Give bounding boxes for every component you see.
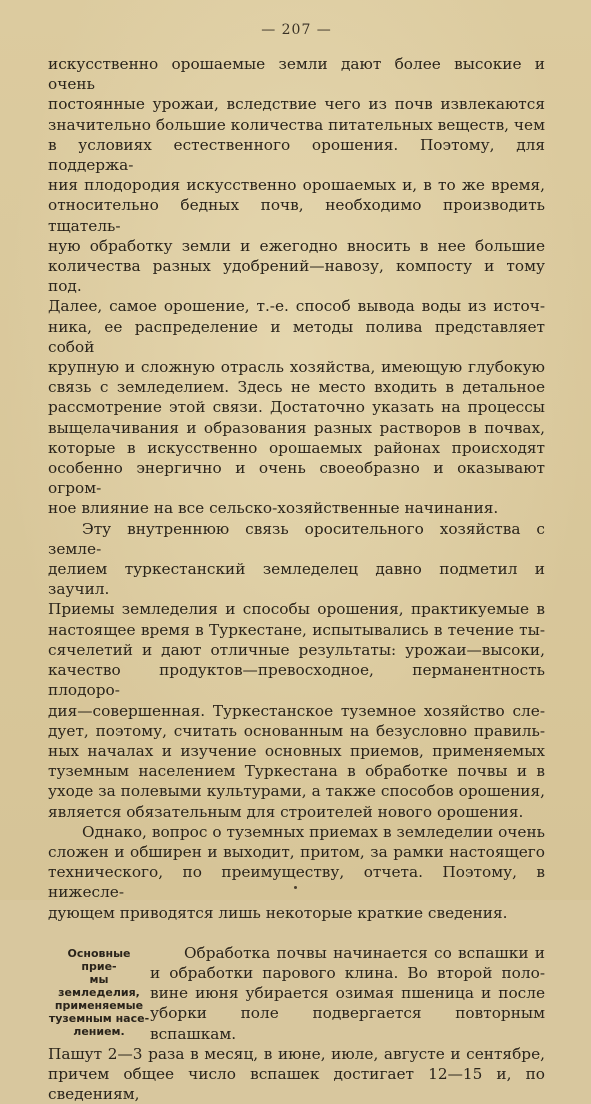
text-line: особенно энергично и очень своеобразно и оказывают огром- [48, 459, 545, 498]
margin-note-line: туземным насе- [48, 1011, 150, 1025]
text-line: и обработки парового клина. Во второй поло- [150, 963, 545, 982]
text-line: значительно большие количества питательных веществ, чем [48, 115, 545, 134]
page-number: — 207 — [261, 22, 332, 38]
text-line: которые в искусственно орошаемых районах происходят [48, 438, 545, 457]
section-field-tillage [48, 943, 545, 1044]
text-line: искусственно орошаемые земли дают более высокие и очень [48, 55, 545, 94]
text-line: уходе за полевыми культурами, а также способов орошения, [48, 782, 545, 801]
text-line: рассмотрение этой связи. Достаточно указать на процессы [48, 398, 545, 417]
printer-mark [294, 886, 297, 889]
paragraph-2 [48, 519, 545, 822]
paragraph-1 [48, 54, 545, 519]
text-line: дует, поэтому, считать основанным на безусловно правиль- [48, 721, 545, 740]
text-line: количества разных удобрений—навозу, компосту и тому под. [48, 257, 545, 296]
text-line: причем общее число вспашек достигает 12—15 и, по сведениям, [48, 1064, 545, 1104]
margin-note-line: мы земледелия, [58, 972, 140, 999]
text-line: дующем приводятся лишь некоторые краткие сведения. [48, 903, 508, 922]
margin-note-line: применяемые [54, 998, 144, 1012]
margin-note [48, 943, 150, 1044]
text-line: Однако, вопрос о туземных приемах в земледелии очень [82, 822, 545, 841]
text-line: Приемы земледелия и способы орошения, практикуемые в [48, 600, 545, 619]
text-line: является обязательным для строителей нового орошения. [48, 802, 524, 821]
text-line: в условиях естественного орошения. Поэтому, для поддержа- [48, 135, 545, 175]
margin-note-line: Основные прие- [67, 946, 131, 973]
text-line: настоящее время в Туркестане, испытывались в течение ты- [48, 620, 545, 639]
text-line: Эту внутреннюю связь оросительного хозяйства с земле- [48, 519, 545, 558]
text-line: вине июня убирается озимая пшеница и после [150, 984, 545, 1003]
text-line: ное влияние на все сельско-хозяйственные начинания. [48, 499, 499, 518]
text-line: сячелетий и дают отличные результаты: урожаи—высоки, [48, 640, 545, 659]
text-line: дия—совершенная. Туркестанское туземное хозяйство сле- [48, 701, 545, 720]
text-line: ника, ее распределение и методы полива представляет собой [48, 317, 545, 356]
text-line: крупную и сложную отрасль хозяйства, имеющую глубокую [48, 358, 545, 377]
section-paragraph-continued [48, 1044, 545, 1104]
text-line: ных началах и изучение основных приемов, применяемых [48, 741, 545, 760]
text-line: делием туркестанский земледелец давно подметил и заучил. [48, 560, 545, 599]
text-line: технического, по преимуществу, отчета. Поэтому, в нижесле- [48, 863, 545, 902]
text-line: ную обработку земли и ежегодно вносить в нее большие [48, 236, 545, 255]
margin-note-line: лением. [73, 1024, 125, 1038]
text-line: относительно бедных почв, необходимо производить тщатель- [48, 196, 545, 235]
text-line: туземным населением Туркестана в обработке почвы и в [48, 762, 545, 781]
text-line: выщелачивания и образования разных растворов в почвах, [48, 418, 545, 437]
section-paragraph [150, 943, 545, 1044]
text-line: Далее, самое орошение, т.-е. способ вывода воды из источ- [48, 297, 545, 316]
text-line: сложен и обширен и выходит, притом, за рамки настоящего [48, 842, 545, 861]
text-line: качество продуктов—превосходное, перманентность плодоро- [48, 661, 545, 700]
text-line: связь с земледелием. Здесь не место входить в детальное [48, 378, 545, 397]
text-line: уборки поле подвергается повторным вспашкам. [150, 1004, 545, 1043]
text-line: Пашут 2—3 раза в месяц, в июне, июле, августе и сентябре, [48, 1044, 545, 1063]
text-line: Обработка почвы начинается со вспашки и [184, 943, 545, 962]
paragraph-3 [48, 822, 545, 923]
text-line: постоянные урожаи, вследствие чего из почв извлекаются [48, 95, 545, 114]
text-line: ния плодородия искусственно орошаемых и, в то же время, [48, 176, 545, 195]
